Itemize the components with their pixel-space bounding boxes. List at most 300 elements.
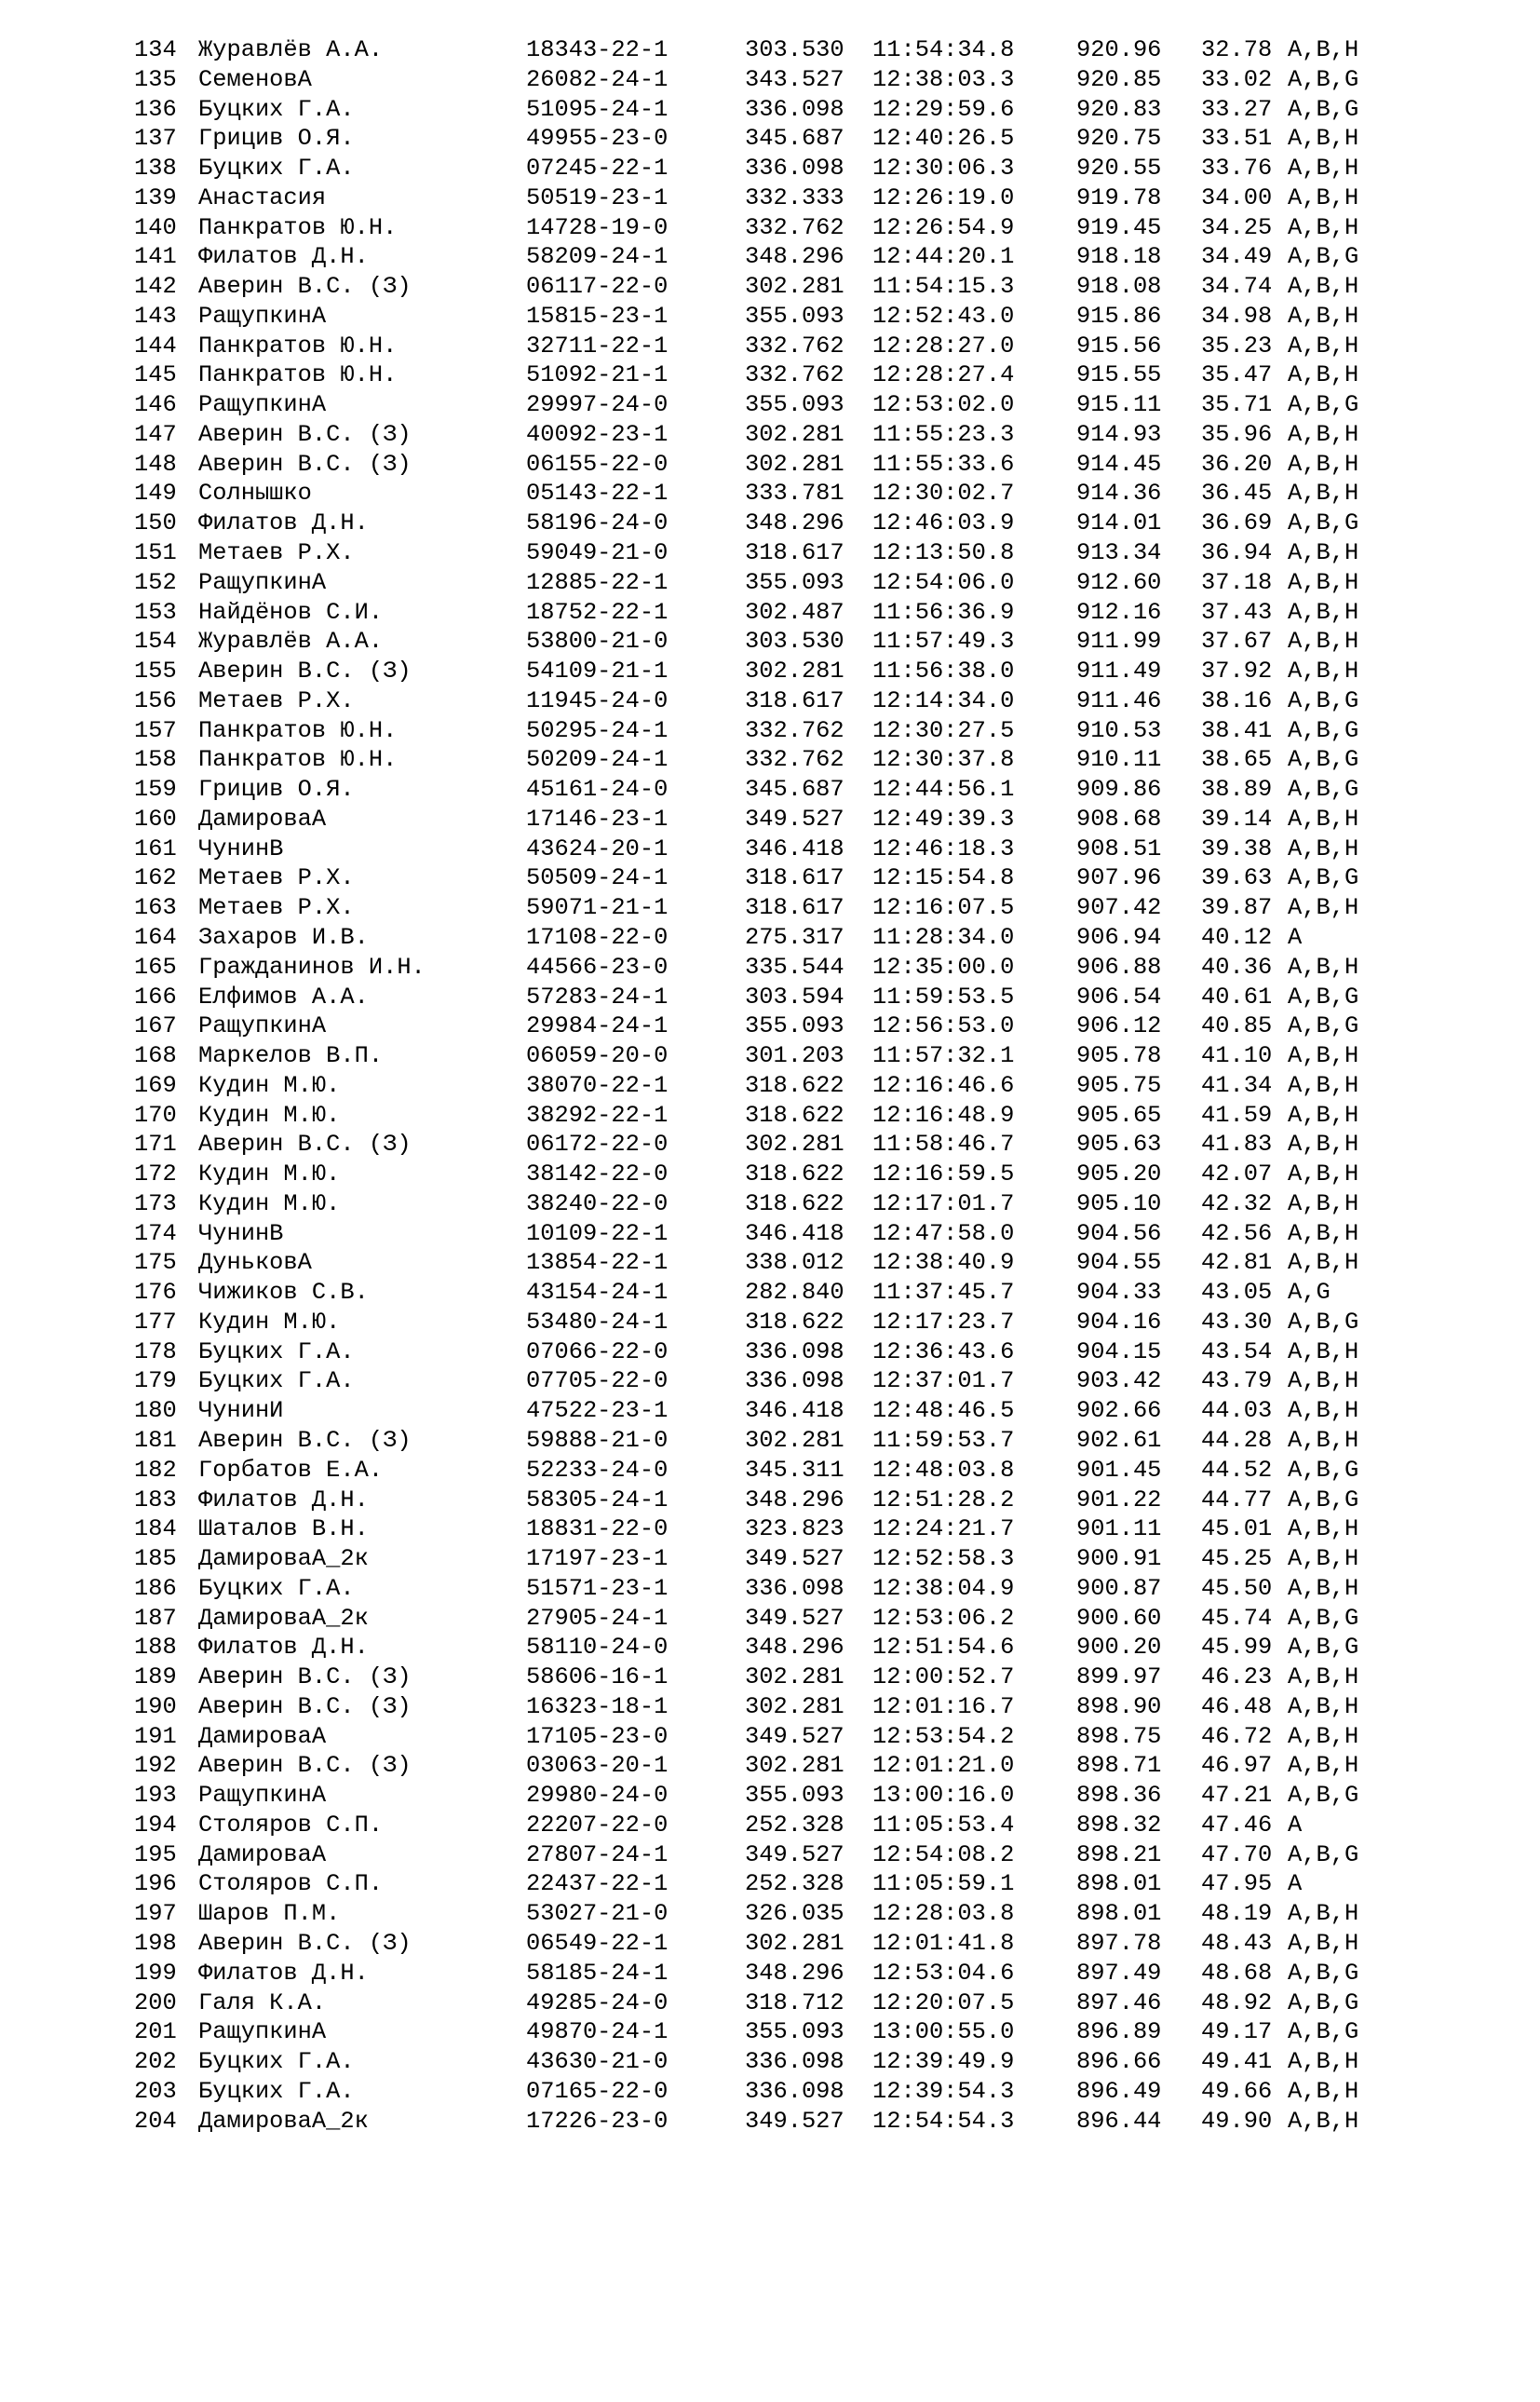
distance-km: 336.098	[745, 1367, 844, 1395]
place-number: 191	[134, 1722, 177, 1750]
arrival-time: 11:56:38.0	[872, 658, 1015, 685]
ring-number: 58305-24-1	[526, 1486, 669, 1513]
result-row	[134, 2077, 1359, 2107]
place-number: 181	[134, 1426, 177, 1454]
speed-value: 920.55	[1076, 155, 1162, 183]
place-number: 153	[134, 598, 177, 626]
result-row	[134, 183, 1359, 213]
place-number: 204	[134, 2107, 177, 2135]
coefficient-value: 47.21	[1201, 1782, 1273, 1810]
fancier-name: Метаев Р.Х.	[198, 864, 355, 892]
fancier-name: Анастасия	[198, 183, 327, 211]
result-row	[134, 1781, 1359, 1811]
distance-km: 355.093	[745, 391, 844, 419]
fancier-name: ДуньковА	[198, 1249, 312, 1277]
speed-value: 898.32	[1076, 1811, 1162, 1839]
fancier-name: Кудин М.Ю.	[198, 1189, 341, 1217]
result-row	[134, 745, 1359, 775]
category-codes: A,B,H	[1288, 183, 1359, 211]
coefficient-value: 37.92	[1201, 658, 1273, 685]
category-codes: A,B,H	[1288, 1337, 1359, 1365]
arrival-time: 12:24:21.7	[872, 1515, 1015, 1543]
place-number: 175	[134, 1249, 177, 1277]
category-codes: A,B,H	[1288, 1367, 1359, 1395]
fancier-name: Буцких Г.А.	[198, 2048, 355, 2076]
ring-number: 27807-24-1	[526, 1840, 669, 1868]
speed-value: 920.96	[1076, 36, 1162, 63]
fancier-name: Гражданинов И.Н.	[198, 953, 426, 981]
distance-km: 332.762	[745, 716, 844, 744]
ring-number: 15815-23-1	[526, 302, 669, 330]
result-row	[134, 598, 1359, 628]
speed-value: 898.90	[1076, 1692, 1162, 1720]
arrival-time: 12:29:59.6	[872, 95, 1015, 123]
place-number: 139	[134, 183, 177, 211]
distance-km: 302.487	[745, 598, 844, 626]
speed-value: 905.78	[1076, 1042, 1162, 1070]
speed-value: 900.91	[1076, 1545, 1162, 1573]
place-number: 145	[134, 361, 177, 389]
fancier-name: Маркелов В.П.	[198, 1042, 384, 1070]
place-number: 150	[134, 509, 177, 537]
ring-number: 29997-24-0	[526, 391, 669, 419]
category-codes: A,B,G	[1288, 1308, 1359, 1336]
category-codes: A,B,H	[1288, 1397, 1359, 1425]
category-codes: A,B,G	[1288, 1486, 1359, 1513]
ring-number: 07165-22-0	[526, 2077, 669, 2105]
coefficient-value: 41.10	[1201, 1042, 1273, 1070]
distance-km: 302.281	[745, 1752, 844, 1780]
fancier-name: Аверин В.С. (З)	[198, 1663, 412, 1691]
speed-value: 919.78	[1076, 183, 1162, 211]
fancier-name: Метаев Р.Х.	[198, 894, 355, 922]
category-codes: A,B,G	[1288, 716, 1359, 744]
speed-value: 907.42	[1076, 894, 1162, 922]
category-codes: A,B,H	[1288, 1722, 1359, 1750]
category-codes: A	[1288, 1811, 1303, 1839]
fancier-name: Захаров И.В.	[198, 923, 369, 951]
distance-km: 326.035	[745, 1900, 844, 1928]
category-codes: A,B,H	[1288, 2107, 1359, 2135]
coefficient-value: 36.20	[1201, 450, 1273, 478]
coefficient-value: 49.41	[1201, 2048, 1273, 2076]
fancier-name: ДамироваА	[198, 1722, 327, 1750]
distance-km: 301.203	[745, 1042, 844, 1070]
arrival-time: 12:54:06.0	[872, 568, 1015, 596]
result-row	[134, 1101, 1359, 1131]
place-number: 159	[134, 776, 177, 804]
fancier-name: Буцких Г.А.	[198, 95, 355, 123]
ring-number: 58196-24-0	[526, 509, 669, 537]
distance-km: 302.281	[745, 1131, 844, 1159]
arrival-time: 12:28:27.0	[872, 332, 1015, 360]
ring-number: 29980-24-0	[526, 1782, 669, 1810]
fancier-name: РащупкинА	[198, 2018, 327, 2046]
coefficient-value: 35.71	[1201, 391, 1273, 419]
distance-km: 303.530	[745, 36, 844, 63]
place-number: 166	[134, 983, 177, 1011]
ring-number: 50295-24-1	[526, 716, 669, 744]
result-row	[134, 1130, 1359, 1160]
arrival-time: 12:30:27.5	[872, 716, 1015, 744]
category-codes: A,B,G	[1288, 864, 1359, 892]
speed-value: 914.45	[1076, 450, 1162, 478]
arrival-time: 12:16:59.5	[872, 1160, 1015, 1188]
ring-number: 16323-18-1	[526, 1692, 669, 1720]
ring-number: 06172-22-0	[526, 1131, 669, 1159]
speed-value: 920.85	[1076, 65, 1162, 93]
category-codes: A,B,H	[1288, 125, 1359, 153]
result-row	[134, 1308, 1359, 1337]
place-number: 176	[134, 1279, 177, 1307]
ring-number: 40092-23-1	[526, 420, 669, 448]
place-number: 158	[134, 746, 177, 774]
result-row	[134, 1899, 1359, 1929]
ring-number: 07066-22-0	[526, 1337, 669, 1365]
arrival-time: 11:55:33.6	[872, 450, 1015, 478]
place-number: 178	[134, 1337, 177, 1365]
place-number: 144	[134, 332, 177, 360]
ring-number: 51571-23-1	[526, 1574, 669, 1602]
distance-km: 349.527	[745, 2107, 844, 2135]
ring-number: 32711-22-1	[526, 332, 669, 360]
distance-km: 318.617	[745, 686, 844, 714]
place-number: 163	[134, 894, 177, 922]
ring-number: 07245-22-1	[526, 155, 669, 183]
speed-value: 904.56	[1076, 1219, 1162, 1247]
category-codes: A,B,G	[1288, 1012, 1359, 1040]
fancier-name: Панкратов Ю.Н.	[198, 213, 398, 241]
category-codes: A,B,H	[1288, 1930, 1359, 1957]
category-codes: A,B,H	[1288, 1042, 1359, 1070]
result-row	[134, 302, 1359, 332]
fancier-name: Аверин В.С. (З)	[198, 1131, 412, 1159]
speed-value: 905.10	[1076, 1189, 1162, 1217]
speed-value: 901.11	[1076, 1515, 1162, 1543]
fancier-name: Кудин М.Ю.	[198, 1071, 341, 1099]
result-row	[134, 1959, 1359, 1988]
ring-number: 49285-24-0	[526, 1988, 669, 2016]
category-codes: A,B,H	[1288, 894, 1359, 922]
distance-km: 346.418	[745, 1219, 844, 1247]
category-codes: A,B,G	[1288, 983, 1359, 1011]
ring-number: 10109-22-1	[526, 1219, 669, 1247]
category-codes: A,B,H	[1288, 628, 1359, 656]
arrival-time: 12:40:26.5	[872, 125, 1015, 153]
place-number: 137	[134, 125, 177, 153]
arrival-time: 11:59:53.7	[872, 1426, 1015, 1454]
category-codes: A,B,H	[1288, 1219, 1359, 1247]
coefficient-value: 36.45	[1201, 480, 1273, 508]
arrival-time: 12:46:18.3	[872, 835, 1015, 862]
category-codes: A,B,H	[1288, 1189, 1359, 1217]
distance-km: 318.622	[745, 1160, 844, 1188]
distance-km: 333.781	[745, 480, 844, 508]
coefficient-value: 40.12	[1201, 923, 1273, 951]
fancier-name: Кудин М.Ю.	[198, 1101, 341, 1129]
category-codes: A,G	[1288, 1279, 1331, 1307]
result-row	[134, 686, 1359, 716]
arrival-time: 11:37:45.7	[872, 1279, 1015, 1307]
distance-km: 336.098	[745, 155, 844, 183]
fancier-name: Грицив О.Я.	[198, 776, 355, 804]
place-number: 182	[134, 1456, 177, 1484]
fancier-name: ДамироваА	[198, 1840, 327, 1868]
ring-number: 50209-24-1	[526, 746, 669, 774]
distance-km: 336.098	[745, 95, 844, 123]
arrival-time: 12:36:43.6	[872, 1337, 1015, 1365]
fancier-name: Чижиков С.В.	[198, 1279, 369, 1307]
result-row	[134, 1692, 1359, 1722]
category-codes: A,B,H	[1288, 2048, 1359, 2076]
place-number: 141	[134, 243, 177, 271]
speed-value: 912.16	[1076, 598, 1162, 626]
place-number: 197	[134, 1900, 177, 1928]
fancier-name: Буцких Г.А.	[198, 2077, 355, 2105]
result-row	[134, 1840, 1359, 1870]
place-number: 198	[134, 1930, 177, 1957]
result-row	[134, 1633, 1359, 1662]
speed-value: 896.66	[1076, 2048, 1162, 2076]
result-row	[134, 657, 1359, 686]
ring-number: 17105-23-0	[526, 1722, 669, 1750]
arrival-time: 12:15:54.8	[872, 864, 1015, 892]
speed-value: 909.86	[1076, 776, 1162, 804]
speed-value: 914.36	[1076, 480, 1162, 508]
place-number: 170	[134, 1101, 177, 1129]
arrival-time: 12:26:54.9	[872, 213, 1015, 241]
place-number: 190	[134, 1692, 177, 1720]
result-row	[134, 893, 1359, 923]
ring-number: 58185-24-1	[526, 1959, 669, 1987]
place-number: 186	[134, 1574, 177, 1602]
speed-value: 906.94	[1076, 923, 1162, 951]
result-row	[134, 509, 1359, 538]
category-codes: A,B,G	[1288, 1959, 1359, 1987]
fancier-name: Шаров П.М.	[198, 1900, 341, 1928]
category-codes: A,B,G	[1288, 2018, 1359, 2046]
result-row	[134, 1248, 1359, 1278]
place-number: 143	[134, 302, 177, 330]
category-codes: A	[1288, 923, 1303, 951]
ring-number: 06117-22-0	[526, 273, 669, 301]
fancier-name: Аверин В.С. (З)	[198, 1930, 412, 1957]
arrival-time: 12:38:04.9	[872, 1574, 1015, 1602]
place-number: 156	[134, 686, 177, 714]
speed-value: 905.20	[1076, 1160, 1162, 1188]
fancier-name: Панкратов Ю.Н.	[198, 332, 398, 360]
arrival-time: 12:17:23.7	[872, 1308, 1015, 1336]
ring-number: 05143-22-1	[526, 480, 669, 508]
place-number: 140	[134, 213, 177, 241]
result-row	[134, 2107, 1359, 2137]
arrival-time: 11:28:34.0	[872, 923, 1015, 951]
coefficient-value: 33.76	[1201, 155, 1273, 183]
result-row	[134, 775, 1359, 805]
category-codes: A,B,G	[1288, 746, 1359, 774]
ring-number: 18831-22-0	[526, 1515, 669, 1543]
arrival-time: 12:44:56.1	[872, 776, 1015, 804]
speed-value: 898.01	[1076, 1900, 1162, 1928]
coefficient-value: 33.02	[1201, 65, 1273, 93]
distance-km: 252.328	[745, 1870, 844, 1898]
arrival-time: 12:49:39.3	[872, 805, 1015, 833]
ring-number: 06549-22-1	[526, 1930, 669, 1957]
fancier-name: Галя К.А.	[198, 1988, 327, 2016]
arrival-time: 12:39:49.9	[872, 2048, 1015, 2076]
coefficient-value: 44.28	[1201, 1426, 1273, 1454]
ring-number: 38142-22-0	[526, 1160, 669, 1188]
place-number: 164	[134, 923, 177, 951]
fancier-name: СеменовА	[198, 65, 312, 93]
speed-value: 915.56	[1076, 332, 1162, 360]
fancier-name: Буцких Г.А.	[198, 1337, 355, 1365]
result-row	[134, 2017, 1359, 2047]
place-number: 151	[134, 539, 177, 567]
distance-km: 346.418	[745, 835, 844, 862]
coefficient-value: 38.89	[1201, 776, 1273, 804]
distance-km: 332.333	[745, 183, 844, 211]
category-codes: A,B,H	[1288, 273, 1359, 301]
result-row	[134, 1337, 1359, 1367]
ring-number: 17226-23-0	[526, 2107, 669, 2135]
ring-number: 50509-24-1	[526, 864, 669, 892]
place-number: 174	[134, 1219, 177, 1247]
result-row	[134, 538, 1359, 568]
distance-km: 318.712	[745, 1988, 844, 2016]
result-row	[134, 1071, 1359, 1101]
fancier-name: Метаев Р.Х.	[198, 686, 355, 714]
arrival-time: 12:35:00.0	[872, 953, 1015, 981]
speed-value: 910.53	[1076, 716, 1162, 744]
ring-number: 18752-22-1	[526, 598, 669, 626]
speed-value: 900.20	[1076, 1634, 1162, 1662]
place-number: 136	[134, 95, 177, 123]
distance-km: 355.093	[745, 1012, 844, 1040]
coefficient-value: 42.32	[1201, 1189, 1273, 1217]
distance-km: 302.281	[745, 450, 844, 478]
coefficient-value: 38.65	[1201, 746, 1273, 774]
speed-value: 897.78	[1076, 1930, 1162, 1957]
ring-number: 54109-21-1	[526, 658, 669, 685]
place-number: 183	[134, 1486, 177, 1513]
fancier-name: РащупкинА	[198, 1012, 327, 1040]
distance-km: 345.687	[745, 125, 844, 153]
category-codes: A,B,G	[1288, 1840, 1359, 1868]
result-row	[134, 1396, 1359, 1426]
results-list	[134, 35, 1359, 2136]
ring-number: 17146-23-1	[526, 805, 669, 833]
coefficient-value: 48.19	[1201, 1900, 1273, 1928]
fancier-name: ЧунинВ	[198, 835, 284, 862]
coefficient-value: 46.97	[1201, 1752, 1273, 1780]
category-codes: A,B,H	[1288, 1249, 1359, 1277]
place-number: 192	[134, 1752, 177, 1780]
arrival-time: 12:54:08.2	[872, 1840, 1015, 1868]
arrival-time: 12:51:54.6	[872, 1634, 1015, 1662]
coefficient-value: 35.96	[1201, 420, 1273, 448]
category-codes: A,B,H	[1288, 1900, 1359, 1928]
ring-number: 53480-24-1	[526, 1308, 669, 1336]
speed-value: 914.01	[1076, 509, 1162, 537]
speed-value: 920.75	[1076, 125, 1162, 153]
distance-km: 349.527	[745, 1545, 844, 1573]
coefficient-value: 41.59	[1201, 1101, 1273, 1129]
result-row	[134, 35, 1359, 65]
category-codes: A,B,G	[1288, 391, 1359, 419]
distance-km: 318.622	[745, 1308, 844, 1336]
speed-value: 901.45	[1076, 1456, 1162, 1484]
speed-value: 898.75	[1076, 1722, 1162, 1750]
distance-km: 318.622	[745, 1101, 844, 1129]
arrival-time: 12:39:54.3	[872, 2077, 1015, 2105]
distance-km: 332.762	[745, 361, 844, 389]
fancier-name: РащупкинА	[198, 302, 327, 330]
coefficient-value: 44.52	[1201, 1456, 1273, 1484]
speed-value: 914.93	[1076, 420, 1162, 448]
category-codes: A,B,H	[1288, 450, 1359, 478]
arrival-time: 12:17:01.7	[872, 1189, 1015, 1217]
arrival-time: 12:28:03.8	[872, 1900, 1015, 1928]
place-number: 189	[134, 1663, 177, 1691]
ring-number: 13854-22-1	[526, 1249, 669, 1277]
coefficient-value: 45.50	[1201, 1574, 1273, 1602]
arrival-time: 12:16:48.9	[872, 1101, 1015, 1129]
ring-number: 59071-21-1	[526, 894, 669, 922]
fancier-name: Горбатов Е.А.	[198, 1456, 384, 1484]
ring-number: 11945-24-0	[526, 686, 669, 714]
coefficient-value: 34.74	[1201, 273, 1273, 301]
arrival-time: 12:30:06.3	[872, 155, 1015, 183]
distance-km: 318.622	[745, 1189, 844, 1217]
fancier-name: Шаталов В.Н.	[198, 1515, 369, 1543]
coefficient-value: 34.00	[1201, 183, 1273, 211]
distance-km: 338.012	[745, 1249, 844, 1277]
speed-value: 910.11	[1076, 746, 1162, 774]
fancier-name: ЧунинИ	[198, 1397, 284, 1425]
place-number: 185	[134, 1545, 177, 1573]
distance-km: 252.328	[745, 1811, 844, 1839]
category-codes: A,B,G	[1288, 1604, 1359, 1632]
arrival-time: 12:13:50.8	[872, 539, 1015, 567]
distance-km: 302.281	[745, 420, 844, 448]
coefficient-value: 37.18	[1201, 568, 1273, 596]
distance-km: 343.527	[745, 65, 844, 93]
category-codes: A,B,H	[1288, 36, 1359, 63]
place-number: 173	[134, 1189, 177, 1217]
fancier-name: Аверин В.С. (З)	[198, 658, 412, 685]
category-codes: A,B,G	[1288, 509, 1359, 537]
arrival-time: 11:55:23.3	[872, 420, 1015, 448]
result-row	[134, 1486, 1359, 1515]
arrival-time: 12:28:27.4	[872, 361, 1015, 389]
category-codes: A,B,H	[1288, 2077, 1359, 2105]
arrival-time: 11:54:34.8	[872, 36, 1015, 63]
distance-km: 349.527	[745, 1722, 844, 1750]
distance-km: 349.527	[745, 1604, 844, 1632]
arrival-time: 12:16:46.6	[872, 1071, 1015, 1099]
fancier-name: Филатов Д.Н.	[198, 509, 369, 537]
ring-number: 26082-24-1	[526, 65, 669, 93]
result-row	[134, 1160, 1359, 1189]
speed-value: 918.08	[1076, 273, 1162, 301]
result-row	[134, 1662, 1359, 1692]
result-row	[134, 863, 1359, 893]
category-codes: A,B,H	[1288, 1131, 1359, 1159]
speed-value: 915.11	[1076, 391, 1162, 419]
result-row	[134, 1869, 1303, 1899]
coefficient-value: 47.46	[1201, 1811, 1273, 1839]
